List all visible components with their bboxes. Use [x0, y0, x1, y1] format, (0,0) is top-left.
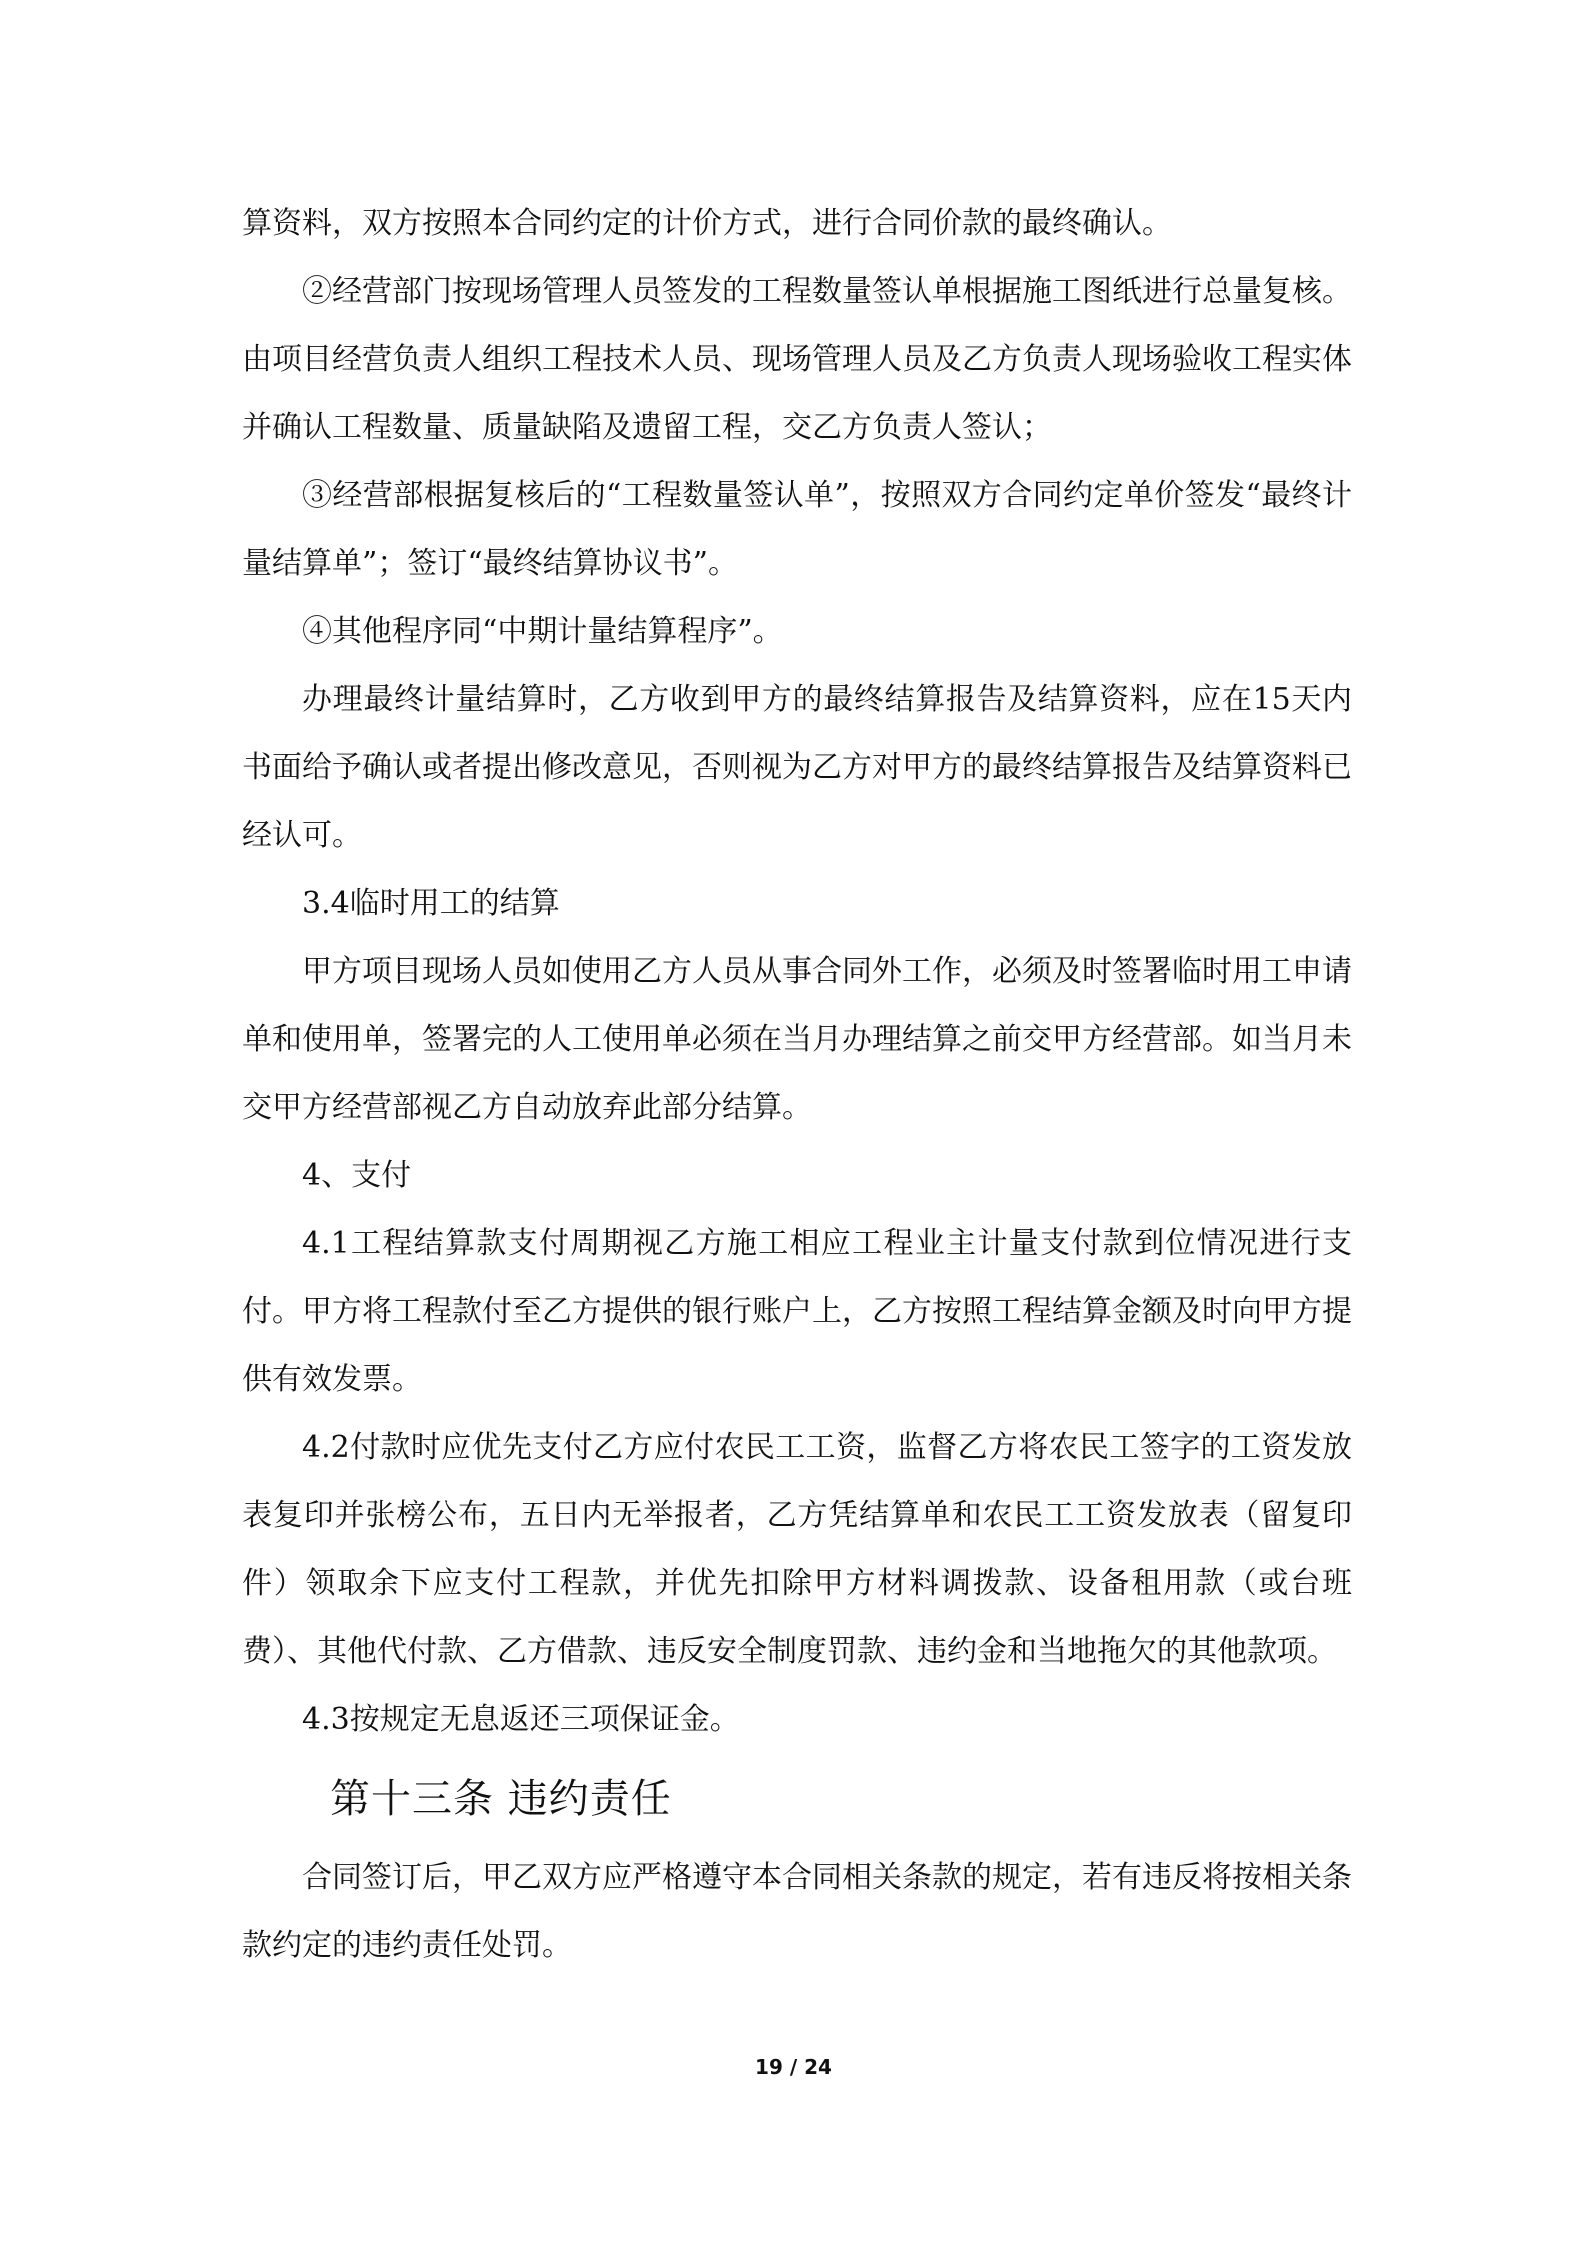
page-number: 19 / 24 [755, 2055, 832, 2079]
paragraph-continuation: 算资料，双方按照本合同约定的计价方式，进行合同价款的最终确认。 [242, 206, 1172, 241]
article-heading: 第十三条 违约责任 [330, 1776, 672, 1822]
paragraph-breach-liability: 合同签订后，甲乙双方应严格遵守本合同相关条款的规定，若有违反将按相关条款约定的违约责任处罚。 [242, 1860, 1352, 1963]
paragraph-4-1: 4.1工程结算款支付周期视乙方施工相应工程业主计量支付款到位情况进行支付。甲方将工程款付至乙方提供的银行账户上，乙方按照工程结算金额及时向甲方提供有效发票。 [242, 1226, 1352, 1397]
paragraph-final-settlement: 办理最终计量结算时，乙方收到甲方的最终结算报告及结算资料，应在15天内书面给予确认或者提出修改意见，否则视为乙方对甲方的最终结算报告及结算资料已经认可。 [242, 682, 1352, 853]
document-body [242, 190, 1352, 1980]
paragraph-review-step-2: ②经营部门按现场管理人员签发的工程数量签认单根据施工图纸进行总量复核。由项目经营负责人组织工程技术人员、现场管理人员及乙方负责人现场验收工程实体并确认工程数量、质量缺陷及遗留工程，交乙方负责人签认； [242, 274, 1352, 445]
paragraph-temporary-labor: 甲方项目现场人员如使用乙方人员从事合同外工作，必须及时签署临时用工申请单和使用单，签署完的人工使用单必须在当月办理结算之前交甲方经营部。如当月未交甲方经营部视乙方自动放弃此部分结算。 [242, 954, 1352, 1125]
paragraph-4-3: 4.3按规定无息返还三项保证金。 [302, 1702, 740, 1737]
paragraph-review-step-4: ④其他程序同“中期计量结算程序”。 [302, 614, 783, 649]
paragraph-review-step-3: ③经营部根据复核后的“工程数量签认单”，按照双方合同约定单价签发“最终计量结算单”；签订“最终结算协议书”。 [242, 478, 1352, 581]
paragraph-4-2: 4.2付款时应优先支付乙方应付农民工工资，监督乙方将农民工签字的工资发放表复印并张榜公布，五日内无举报者，乙方凭结算单和农民工工资发放表（留复印件）领取余下应支付工程款，并优先扣除甲方材料调拨款、设备租用款（或台班费）、其他代付款、乙方借款、违反安全制度罚款、违约金和当地拖欠的其他款项。 [242, 1430, 1352, 1669]
section-heading-3-4: 3.4临时用工的结算 [302, 886, 560, 921]
section-heading-4: 4、支付 [302, 1158, 412, 1193]
